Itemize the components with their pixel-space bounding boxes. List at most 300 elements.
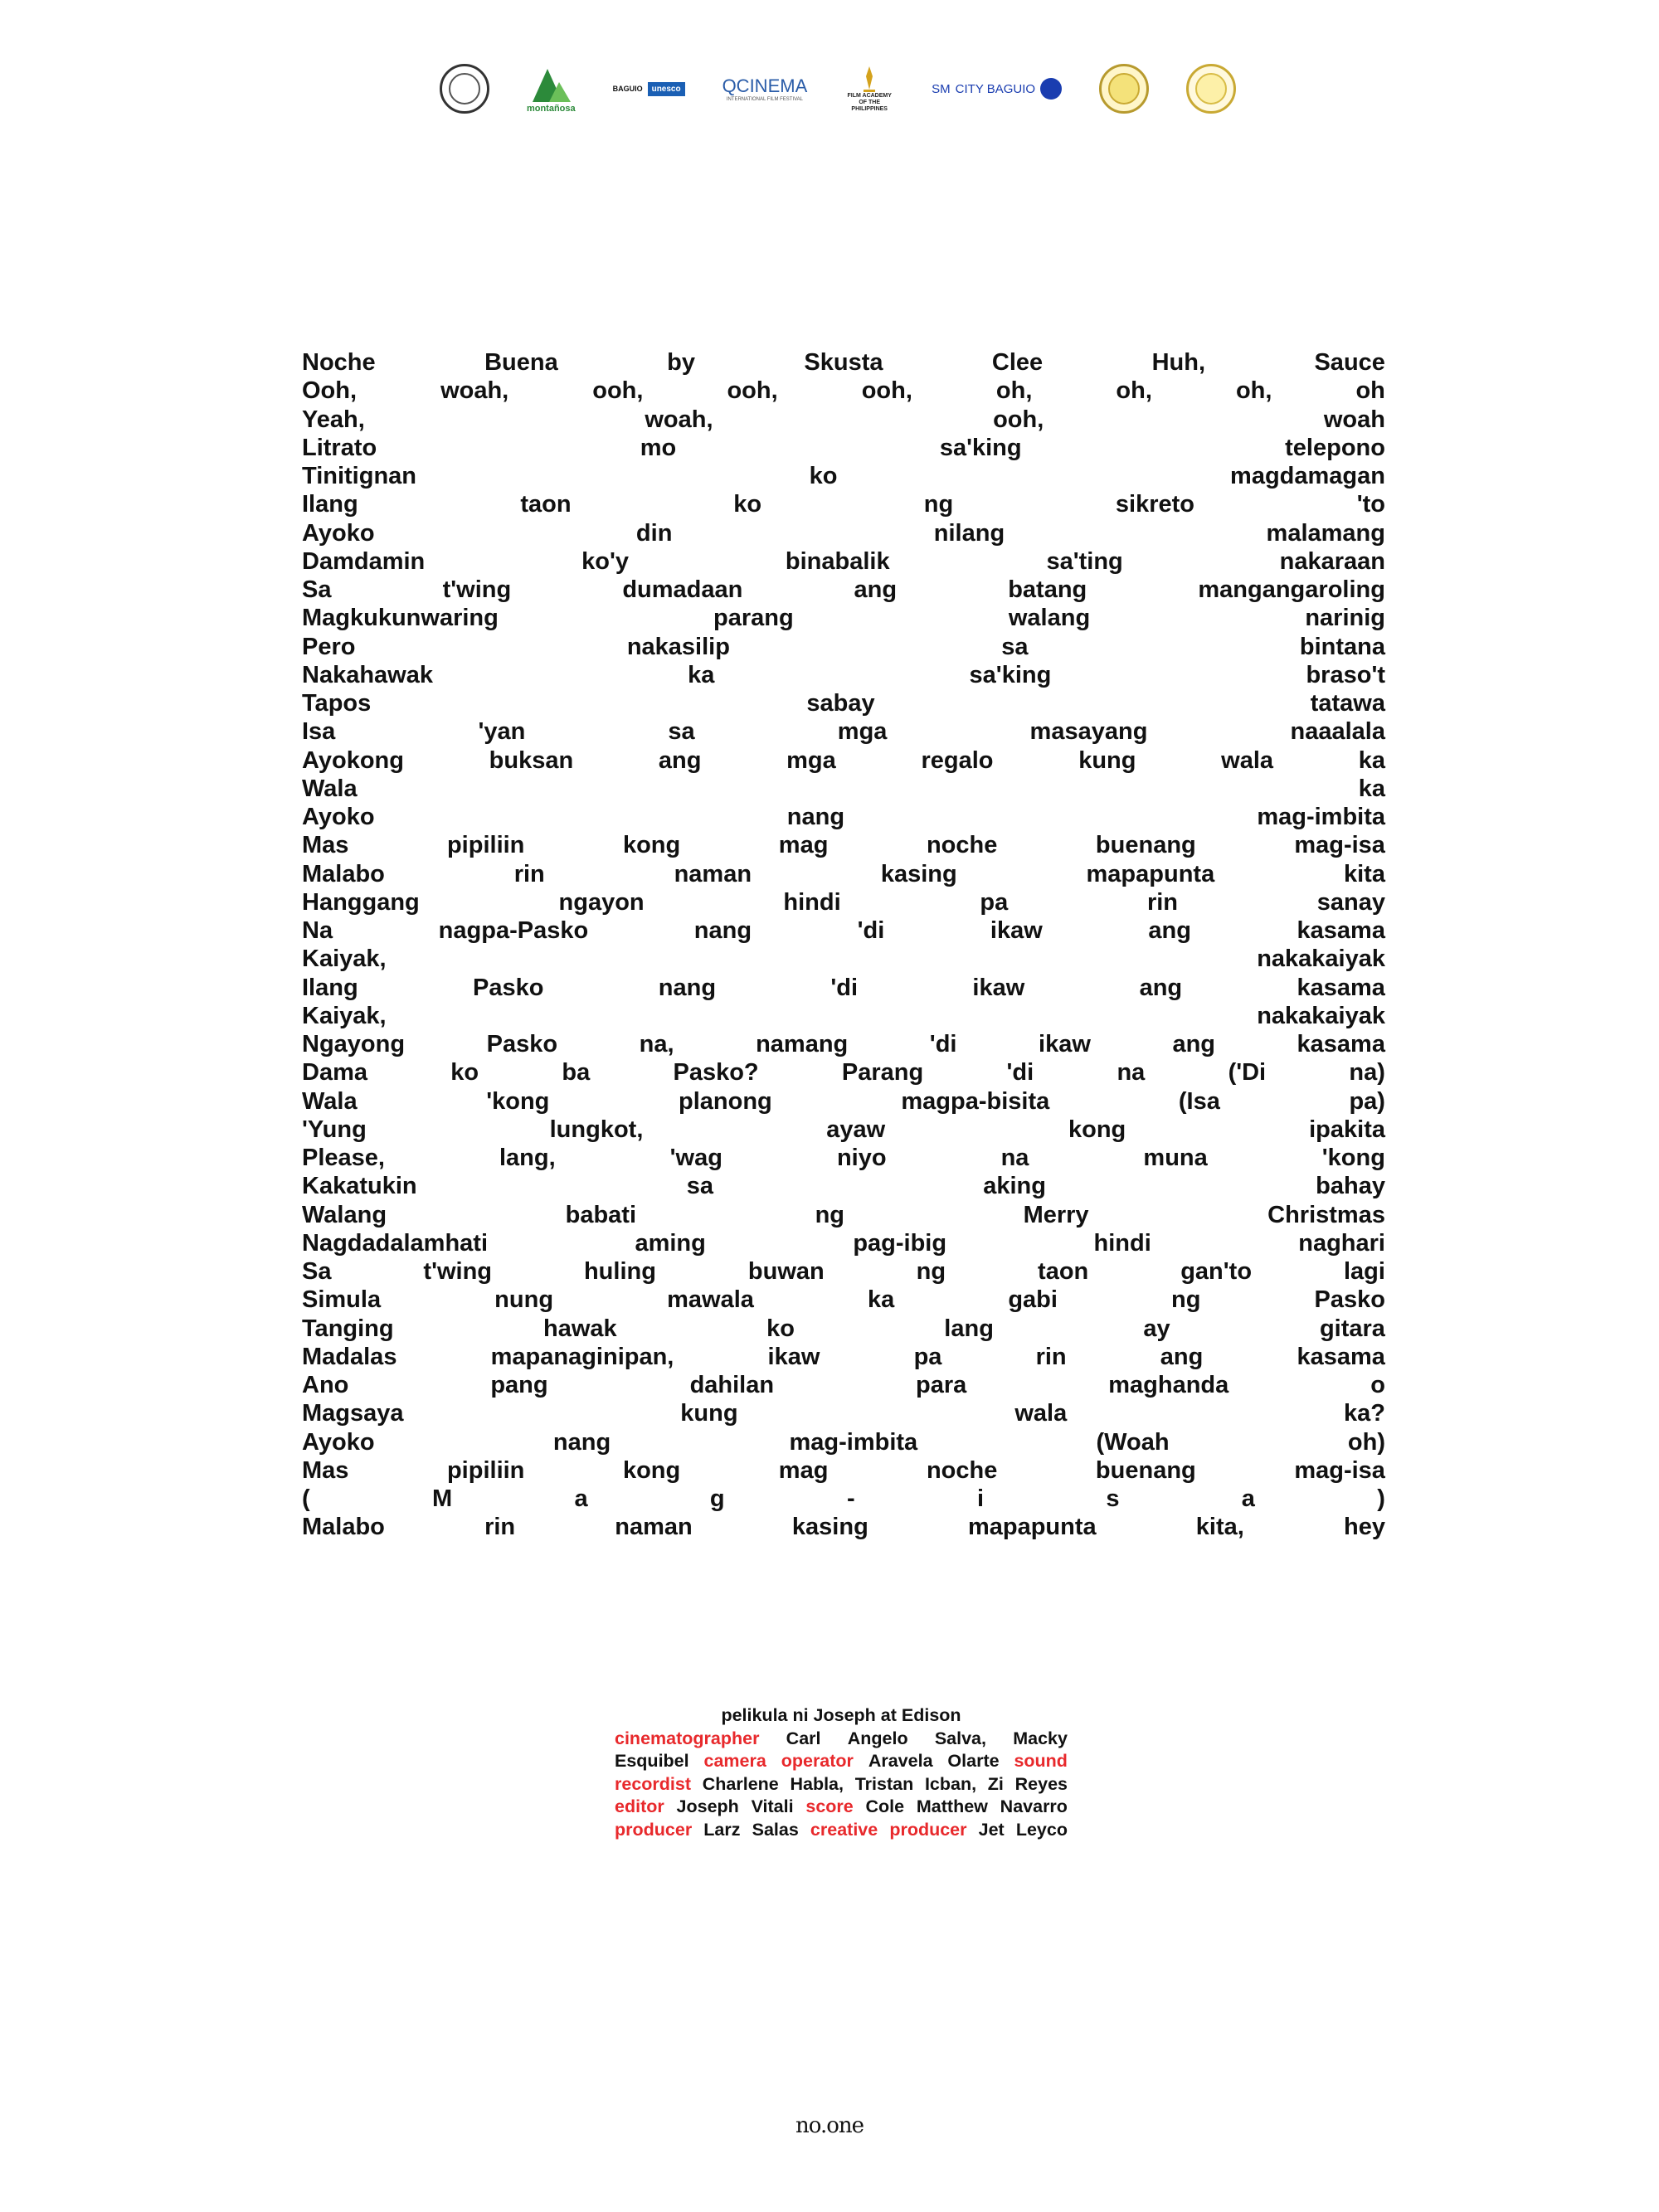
lyric-word: ka (1358, 746, 1385, 774)
lyric-line (302, 1002, 1385, 1030)
credit-line (615, 1750, 1068, 1773)
lyric-line (302, 1286, 1385, 1314)
credit-line (615, 1728, 1068, 1751)
lyric-word: ooh, (727, 377, 778, 405)
credit-name: Macky (1013, 1728, 1068, 1748)
lyric-word: rin (1035, 1343, 1067, 1370)
lyric-word: pa (980, 888, 1009, 916)
lyric-word: 'kong (486, 1087, 550, 1115)
lyric-word: kasama (1297, 917, 1385, 944)
lyric-line (302, 717, 1385, 746)
lyric-word: Magkukunwaring (302, 605, 499, 632)
lyric-word: babati (565, 1201, 637, 1228)
lyric-word: na, (639, 1031, 674, 1057)
lyric-word: rin (1146, 888, 1179, 916)
lyric-word: ang (1172, 1031, 1215, 1057)
lyric-word: mawala (667, 1286, 754, 1314)
lyric-word: nakasilip (626, 633, 730, 660)
lyric-word: magpa-bisita (901, 1087, 1050, 1115)
lyric-word: taon (1038, 1258, 1089, 1285)
credit-name: Angelo (847, 1728, 908, 1748)
lyric-word: bintana (1299, 633, 1385, 660)
credit-role: camera (703, 1751, 766, 1771)
lyric-word: M (431, 1485, 453, 1512)
lyric-line (302, 462, 1385, 490)
lyric-word: kong (622, 1456, 681, 1484)
lyric-word: mag-isa (1294, 832, 1385, 859)
lyric-word: dumadaan (622, 576, 743, 603)
lyric-word: buksan (489, 746, 574, 774)
lyric-word: Hanggang (302, 888, 420, 916)
lyric-word: Huh, (1151, 349, 1206, 376)
lyric-word: ka (1358, 775, 1385, 802)
credit-name: Salas (752, 1819, 799, 1840)
lyric-word: buwan (747, 1258, 825, 1285)
lyric-word: kasama (1297, 1343, 1385, 1370)
credit-role: creative (810, 1819, 878, 1840)
lyric-word: g (709, 1485, 725, 1512)
lyric-word: muna (1143, 1145, 1208, 1171)
lyric-line (302, 576, 1385, 604)
lyric-word: Nakahawak (302, 661, 433, 688)
lyric-word: Na (302, 917, 333, 944)
credit-name: Leyco (1015, 1819, 1068, 1840)
lyric-word: din (635, 519, 673, 547)
lyric-word: mag (778, 832, 829, 859)
lyric-word: 'kong (1321, 1145, 1385, 1171)
lyric-line (302, 348, 1385, 377)
credit-role: sound (1014, 1751, 1068, 1771)
credit-name: Salva, (934, 1728, 986, 1748)
lyric-word: bahay (1316, 1173, 1385, 1200)
lyric-line (302, 1172, 1385, 1200)
lyric-word: kong (1068, 1116, 1126, 1143)
lyric-word: mangangaroling (1198, 576, 1385, 603)
lyric-word: aming (635, 1229, 706, 1257)
lyric-word: para (916, 1372, 967, 1398)
credit-role: editor (615, 1796, 664, 1816)
lyric-line (302, 490, 1385, 518)
city-of-baguio-seal (440, 64, 489, 114)
credit-role: producer (615, 1819, 693, 1840)
department-of-tourism-seal (1186, 64, 1236, 114)
lyric-word: woah (1323, 406, 1385, 433)
lyric-word: (Isa (1178, 1087, 1220, 1115)
lyric-word: sa'king (939, 434, 1022, 461)
lyric-word: Pasko? (673, 1059, 759, 1087)
lyric-word: Pasko (486, 1031, 558, 1057)
lyric-line (302, 633, 1385, 661)
lyric-word: Simula (302, 1286, 382, 1314)
lyric-word: Walang (302, 1201, 387, 1228)
lyric-word: masayang (1029, 718, 1148, 746)
lyric-word: rin (513, 860, 545, 887)
credit-line (615, 1773, 1068, 1796)
lyric-word: kung (680, 1400, 738, 1427)
lyric-word: ko (809, 463, 838, 489)
lyric-word: Ayoko (302, 519, 375, 547)
lyric-word: ang (1139, 974, 1183, 1001)
lyric-word: mapapunta (967, 1514, 1097, 1541)
lyric-word: ka? (1344, 1400, 1385, 1427)
lyric-word: sanay (1316, 888, 1385, 916)
lyric-word: noche (926, 832, 998, 859)
lyric-word: t'wing (423, 1258, 493, 1285)
lyric-word: kasing (880, 860, 957, 887)
lyric-word: ipakita (1309, 1116, 1385, 1143)
lyric-word: Pero (302, 633, 356, 660)
lyric-word: t'wing (442, 576, 512, 603)
lyric-line (302, 689, 1385, 717)
lyric-word: rin (484, 1514, 516, 1541)
lyric-word: kasing (791, 1514, 868, 1541)
lyric-word: walang (1008, 605, 1091, 632)
lyric-word: Magsaya (302, 1400, 404, 1427)
lyric-line (302, 1456, 1385, 1485)
credit-name: Reyes (1014, 1773, 1068, 1794)
lyric-line (302, 1229, 1385, 1257)
credit-name: Habla, (790, 1773, 844, 1794)
lyric-word: ('Di (1228, 1059, 1267, 1087)
lyric-word: Tinitignan (302, 463, 417, 489)
lyric-word: Madalas (302, 1343, 397, 1370)
lyric-word: narinig (1305, 605, 1385, 632)
lyric-line (302, 916, 1385, 945)
lyric-word: i (976, 1485, 984, 1512)
lyric-line (302, 406, 1385, 434)
lyric-word: Ilang (302, 974, 358, 1001)
lyric-word: nung (494, 1286, 554, 1314)
lyric-word: Yeah, (302, 406, 365, 433)
lyric-word: ko'y (581, 547, 630, 575)
lyric-word: oh, (1116, 377, 1152, 405)
lyric-word: telepono (1285, 434, 1385, 461)
lyric-word: Dama (302, 1059, 367, 1087)
lyric-word: Litrato (302, 434, 377, 461)
lyric-word: Malabo (302, 1514, 385, 1541)
film-credits (615, 1704, 1068, 1841)
lyric-word: Buena (484, 349, 558, 376)
credit-role: producer (889, 1819, 967, 1840)
lyric-word: hindi (783, 888, 841, 916)
lyric-line (302, 1257, 1385, 1286)
credit-name: Tristan (854, 1773, 914, 1794)
credit-line (615, 1819, 1068, 1842)
lyric-line (302, 377, 1385, 405)
lyric-line (302, 1485, 1385, 1513)
lyric-word: ko (450, 1059, 479, 1087)
lyric-word: buenang (1095, 1456, 1196, 1484)
lyric-word: by (667, 349, 695, 376)
lyric-word: a (1241, 1485, 1255, 1512)
lyric-word: sikreto (1115, 491, 1195, 518)
lyric-word: mapapunta (1086, 860, 1215, 887)
lyric-word: Sauce (1314, 349, 1385, 376)
lyric-line (302, 1030, 1385, 1058)
lyric-word: mga (786, 746, 836, 774)
lyric-line (302, 860, 1385, 888)
film-academy-logo: FILM ACADEMY OF THE PHILIPPINES (844, 65, 894, 113)
lyric-word: gan'to (1180, 1258, 1253, 1285)
lyric-line (302, 1116, 1385, 1144)
lyric-word: nang (693, 917, 752, 944)
lyric-word: na (1117, 1059, 1146, 1087)
lyric-word: kasama (1297, 974, 1385, 1001)
lyric-word: mag (778, 1456, 829, 1484)
baguio-tourism-council-seal (1099, 64, 1149, 114)
lyric-word: lagi (1343, 1258, 1385, 1285)
lyric-word: aking (983, 1173, 1046, 1200)
lyric-word: ko (766, 1315, 795, 1342)
lyric-word: Kakatukin (302, 1173, 417, 1200)
lyric-word: sa (686, 1173, 714, 1200)
credit-name: Icban, (924, 1773, 977, 1794)
lyric-word: nang (658, 974, 717, 1001)
lyric-word: na (1000, 1145, 1029, 1171)
lyric-word: ) (1377, 1485, 1385, 1512)
lyric-word: Tanging (302, 1315, 394, 1342)
lyric-word: Pasko (473, 974, 544, 1001)
lyric-word: Noche (302, 349, 376, 376)
lyric-word: ikaw (990, 917, 1043, 944)
lyric-word: Ano (302, 1372, 349, 1398)
lyric-word: ngayon (558, 888, 645, 916)
sm-city-baguio-logo: SM CITY BAGUIO (932, 78, 1062, 100)
lyric-word: nakakaiyak (1257, 946, 1385, 973)
lyric-word: kasama (1297, 1031, 1385, 1057)
lyric-word: s (1106, 1485, 1120, 1512)
lyric-word: woah, (440, 377, 509, 405)
lyric-word: kita (1344, 860, 1385, 887)
lyric-word: o (1370, 1372, 1385, 1398)
lyric-word: nakakaiyak (1257, 1002, 1385, 1029)
lyric-word: ( (302, 1485, 310, 1512)
lyric-word: malamang (1266, 519, 1385, 547)
credit-name: Aravela (868, 1751, 933, 1771)
lyric-word: Ngayong (302, 1031, 406, 1057)
lyric-line (302, 945, 1385, 973)
lyric-word: ng (916, 1258, 946, 1285)
lyric-line (302, 1513, 1385, 1541)
lyric-word: nang (786, 804, 845, 830)
lyric-word: ng (923, 491, 954, 518)
lyric-word: taon (520, 491, 572, 518)
lyric-word: 'di (830, 974, 859, 1001)
lyric-line (302, 434, 1385, 462)
lyric-word: ikaw (1039, 1031, 1091, 1057)
lyric-word: lang (944, 1315, 994, 1342)
credit-name: Matthew (916, 1796, 988, 1816)
lyric-word: dahilan (689, 1372, 775, 1398)
lyric-word: mag-imbita (789, 1428, 918, 1456)
lyric-word: mga (837, 718, 888, 746)
lyric-word: hey (1343, 1514, 1385, 1541)
lyric-line (302, 1201, 1385, 1229)
lyric-word: naman (615, 1514, 693, 1541)
lyric-word: maghanda (1108, 1372, 1229, 1398)
lyric-line (302, 1399, 1385, 1427)
credit-name: Joseph (676, 1796, 739, 1816)
credit-name: Carl (786, 1728, 821, 1748)
lyric-word: ooh, (592, 377, 644, 405)
lyric-word: Ilang (302, 491, 358, 518)
lyric-word: oh) (1347, 1428, 1385, 1456)
lyric-line (302, 1087, 1385, 1116)
lyric-word: Sa (302, 576, 332, 603)
lyric-word: mag-isa (1294, 1456, 1385, 1484)
lyric-word: pang (490, 1372, 548, 1398)
credit-role: recordist (615, 1773, 692, 1794)
lyric-word: sa'king (969, 661, 1052, 688)
lyric-word: ikaw (767, 1343, 820, 1370)
credit-name: Charlene (702, 1773, 779, 1794)
lyric-word: Malabo (302, 860, 385, 887)
lyric-word: wala (1221, 746, 1274, 774)
lyric-line (302, 1058, 1385, 1087)
lyric-word: Isa (302, 718, 336, 746)
lyric-word: ka (688, 661, 715, 688)
lyric-word: planong (679, 1087, 772, 1115)
lyric-word: oh, (1235, 377, 1272, 405)
qcinema-logo: QCINEMA INTERNATIONAL FILM FESTIVAL (722, 75, 808, 102)
lyric-word: lungkot, (549, 1116, 644, 1143)
lyric-line (302, 775, 1385, 803)
credit-role: operator (781, 1751, 854, 1771)
lyric-word: 'di (857, 917, 885, 944)
lyric-word: oh (1355, 377, 1385, 405)
lyric-word: pipiliin (446, 832, 525, 859)
lyric-line (302, 519, 1385, 547)
lyric-word: ng (815, 1201, 845, 1228)
lyric-line (302, 1428, 1385, 1456)
lyric-word: ng (1171, 1286, 1201, 1314)
lyric-word: naghari (1298, 1229, 1385, 1257)
lyric-word: Tapos (302, 690, 372, 717)
lyric-word: Ayoko (302, 804, 375, 830)
lyric-word: ay (1143, 1315, 1170, 1342)
baguio-unesco-logo: BAGUIO unesco (613, 82, 685, 96)
lyric-word: ang (1160, 1343, 1204, 1370)
credit-line (615, 1796, 1068, 1819)
lyric-word: huling (583, 1258, 656, 1285)
lyric-word: pa (913, 1343, 942, 1370)
credit-name: Zi (987, 1773, 1004, 1794)
lyric-word: woah, (645, 406, 713, 433)
lyric-word: Parang (841, 1059, 924, 1087)
lyric-line (302, 1343, 1385, 1371)
lyric-word: Ayoko (302, 1428, 375, 1456)
lyric-word: Kaiyak, (302, 946, 387, 973)
lyric-word: nang (552, 1428, 611, 1456)
lyric-word: 'to (1356, 491, 1385, 518)
lyric-word: Mas (302, 832, 349, 859)
lyric-word: Nagdadalamhati (302, 1229, 488, 1257)
lyric-word: ka (867, 1286, 895, 1314)
lyric-word: Merry (1023, 1201, 1089, 1228)
credit-name: Navarro (1000, 1796, 1068, 1816)
credit-name: Jet (978, 1819, 1005, 1840)
lyric-word: oh, (995, 377, 1033, 405)
sponsor-logos-row (440, 51, 1236, 126)
lyric-word: wala (1014, 1400, 1068, 1427)
lyric-word: Please, (302, 1145, 385, 1171)
lyric-word: namang (756, 1031, 849, 1057)
lyric-word: hindi (1093, 1229, 1151, 1257)
credit-role: score (805, 1796, 854, 1816)
lyric-word: 'di (929, 1031, 957, 1057)
credit-name: Larz (703, 1819, 741, 1840)
lyric-word: kita, (1195, 1514, 1244, 1541)
credit-name: Esquibel (615, 1751, 689, 1771)
lyric-word: nakaraan (1279, 547, 1385, 575)
lyric-word: pag-ibig (853, 1229, 947, 1257)
lyric-line (302, 888, 1385, 916)
lyric-line (302, 974, 1385, 1002)
lyric-word: regalo (921, 746, 994, 774)
credits-title: pelikula ni Joseph at Edison (721, 1705, 961, 1725)
lyric-word: na) (1349, 1059, 1385, 1087)
lyric-word: sa'ting (1046, 547, 1123, 575)
lyric-word: 'di (1006, 1059, 1034, 1087)
lyric-word: ayaw (826, 1116, 886, 1143)
lyric-word: ikaw (972, 974, 1025, 1001)
lyric-word: Ayokong (302, 746, 404, 774)
lyric-word: Kaiyak, (302, 1002, 387, 1029)
credit-name: Vitali (751, 1796, 794, 1816)
lyric-word: 'yan (478, 718, 526, 746)
lyric-word: Christmas (1267, 1201, 1385, 1228)
lyric-line (302, 661, 1385, 689)
lyric-word: (Woah (1096, 1428, 1170, 1456)
lyric-word: nilang (933, 519, 1005, 547)
lyric-line (302, 831, 1385, 859)
lyric-word: Clee (991, 349, 1044, 376)
lyric-word: hawak (543, 1315, 617, 1342)
lyric-word: kung (1078, 746, 1136, 774)
lyric-word: sabay (806, 690, 875, 717)
lyric-word: mag-imbita (1257, 804, 1385, 830)
lyric-word: naaalala (1290, 718, 1385, 746)
lyric-word: ang (854, 576, 898, 603)
lyric-word: noche (926, 1456, 998, 1484)
lyric-word: - (846, 1485, 855, 1512)
lyric-word: magdamagan (1230, 463, 1385, 489)
lyric-word: ko (733, 491, 762, 518)
lyric-word: sa (668, 718, 695, 746)
lyric-line (302, 1315, 1385, 1343)
lyric-word: ang (1148, 917, 1191, 944)
lyric-word: ooh, (861, 377, 912, 405)
lyric-word: ooh, (993, 406, 1044, 433)
lyric-word: lang, (499, 1145, 556, 1171)
lyric-word: Wala (302, 1087, 358, 1115)
credit-name: Olarte (947, 1751, 1000, 1771)
lyric-word: mapanaginipan, (490, 1343, 674, 1370)
lyric-word: a (574, 1485, 588, 1512)
lyric-word: ang (658, 746, 702, 774)
lyric-line (302, 746, 1385, 775)
lyric-word: gitara (1319, 1315, 1385, 1342)
lyric-line (302, 547, 1385, 576)
lyric-word: buenang (1095, 832, 1196, 859)
lyric-word: Wala (302, 775, 358, 802)
lyric-word: batang (1008, 576, 1087, 603)
lyric-word: binabalik (785, 547, 890, 575)
lyric-word: mo (640, 434, 677, 461)
lyric-word: Mas (302, 1456, 349, 1484)
lyric-line (302, 1144, 1385, 1172)
lyric-word: 'Yung (302, 1116, 367, 1143)
